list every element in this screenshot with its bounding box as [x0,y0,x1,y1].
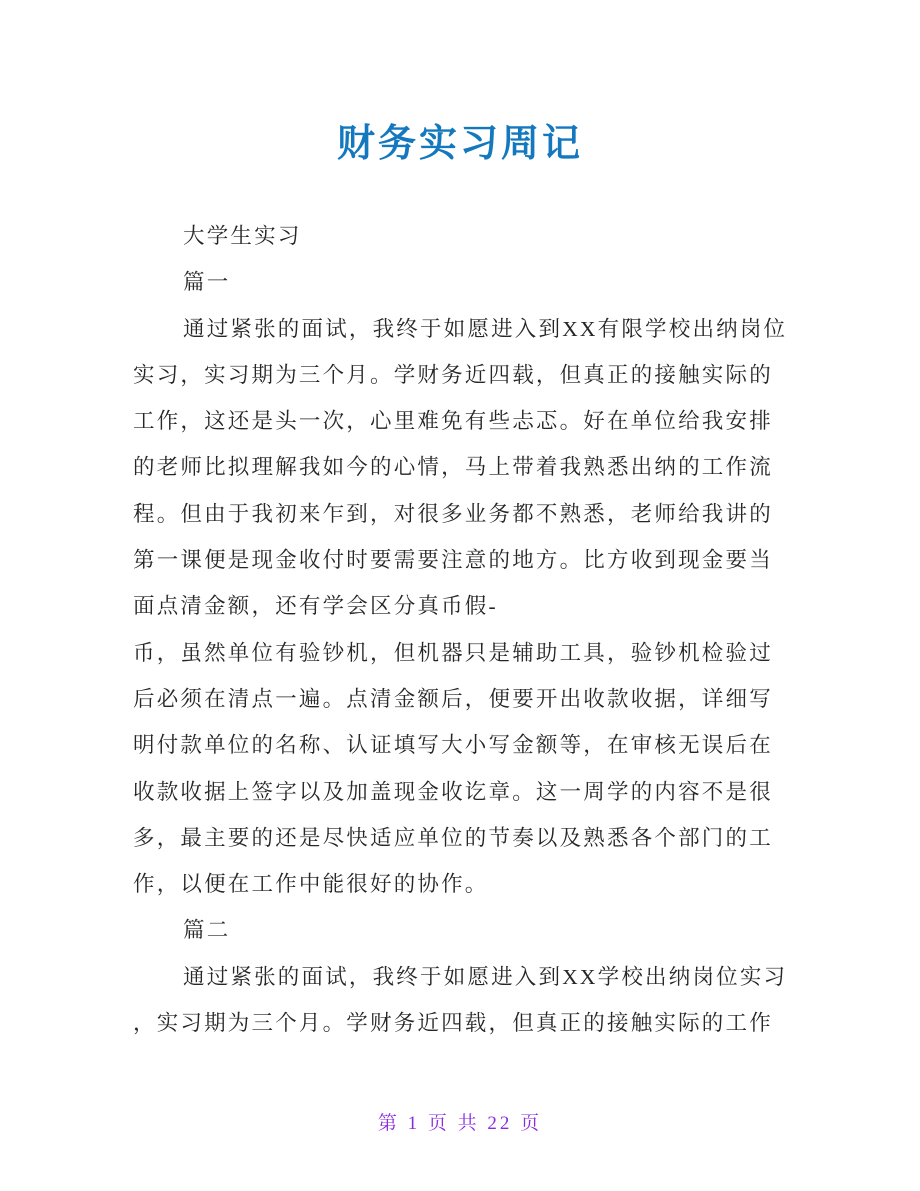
text-line: 作，以便在工作中能很好的协作。 [133,872,489,897]
text-line: 面点清金额，还有学会区分真币假- [133,594,498,619]
text-line: 篇一 [183,270,231,295]
text-line: 的老师比拟理解我如今的心情，马上带着我熟悉出纳的工作流 [133,455,773,480]
page-title: 财务实习周记 [336,123,583,165]
document-body [133,213,793,1046]
text-line: 多，最主要的还是尽快适应单位的节奏以及熟悉各个部门的工 [133,825,773,850]
text-line: 后必须在清点一遍。点清金额后，便要开出收款收据，详细写 [133,686,773,711]
text-line: 明付款单位的名称、认证填写大小写金额等，在审核无误后在 [133,733,773,758]
text-line: 大学生实习 [183,224,302,248]
text-line: 通过紧张的面试，我终于如愿进入到XX学校出纳岗位实习 [183,964,788,989]
text-line: 币，虽然单位有验钞机，但机器只是辅助工具，验钞机检验过 [133,640,773,665]
text-line: 第一课便是现金收付时要需要注意的地方。比方收到现金要当 [133,548,773,573]
text-line: 程。但由于我初来乍到，对很多业务都不熟悉，老师给我讲的 [133,501,773,526]
text-line: 实习，实习期为三个月。学财务近四载，但真正的接触实际的 [133,362,773,387]
page-number-footer: 第 1 页 共 22 页 [377,1113,543,1134]
text-line: 收款收据上签字以及加盖现金收讫章。这一周学的内容不是很 [133,779,773,804]
text-line: 篇二 [183,918,231,943]
text-line: 工作，这还是头一次，心里难免有些忐忑。好在单位给我安排 [133,409,773,434]
text-line: 通过紧张的面试，我终于如愿进入到XX有限学校出纳岗位 [183,316,788,341]
text-line: ，实习期为三个月。学财务近四载，但真正的接触实际的工作 [133,1011,773,1036]
